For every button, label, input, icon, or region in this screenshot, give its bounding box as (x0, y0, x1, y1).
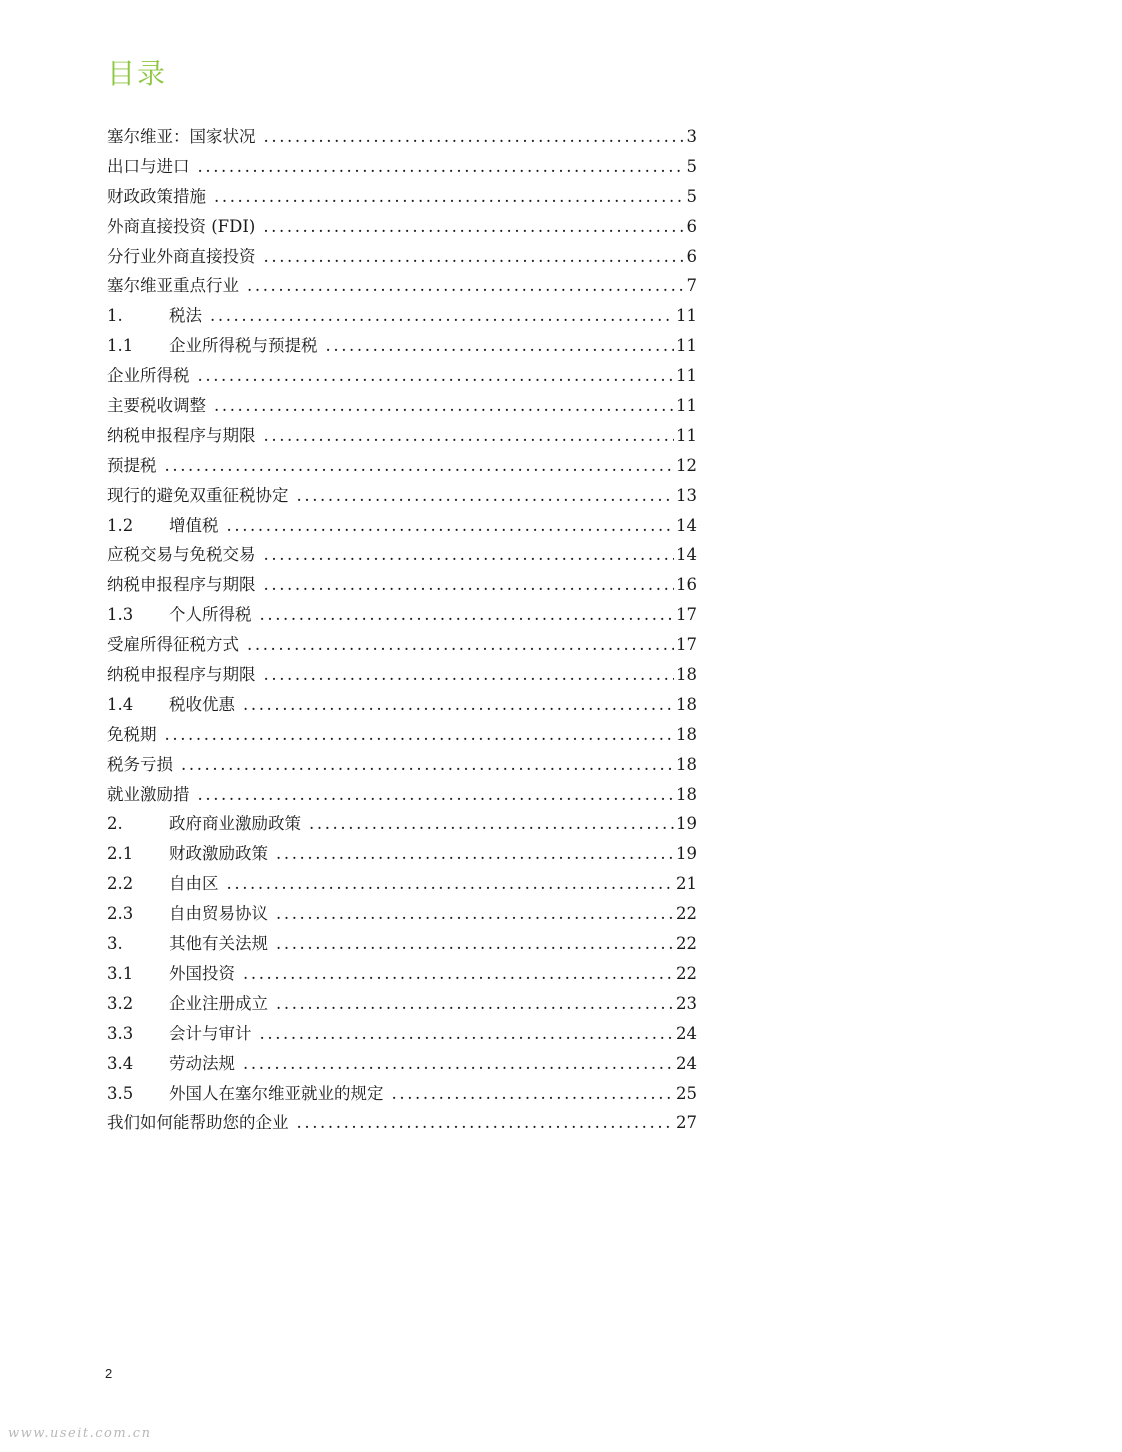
toc-entry-label: 免税期 (107, 724, 157, 744)
toc-entry[interactable] (107, 1019, 697, 1049)
toc-entry[interactable] (107, 869, 697, 899)
toc-entry[interactable] (107, 929, 697, 959)
dot-leader (227, 869, 675, 899)
toc-entry-page: 13 (676, 485, 697, 505)
toc-entry-label: 外国人在塞尔维亚就业的规定 (169, 1083, 384, 1103)
toc-entry[interactable] (107, 570, 697, 600)
dot-leader (264, 660, 675, 690)
toc-entry-page: 23 (676, 993, 697, 1013)
toc-entry-label: 企业所得税与预提税 (169, 336, 318, 356)
dot-leader (210, 301, 674, 331)
toc-entry-page: 19 (676, 814, 697, 834)
toc-entry-page: 14 (676, 545, 697, 565)
toc-entry[interactable] (107, 660, 697, 690)
toc-entry-label: 纳税申报程序与期限 (107, 425, 256, 445)
toc-entry[interactable] (107, 750, 697, 780)
toc-entry[interactable] (107, 540, 697, 570)
toc-entry-page: 21 (676, 874, 697, 894)
dot-leader (392, 1079, 675, 1109)
dot-leader (276, 899, 674, 929)
toc-entry-number: 1.4 (107, 694, 134, 714)
toc-entry-number: 2. (107, 814, 123, 834)
toc-entry-number: 1. (107, 306, 123, 326)
dot-leader (214, 391, 674, 421)
toc-entry-page: 18 (676, 784, 697, 804)
toc-entry[interactable] (107, 212, 697, 242)
dot-leader (198, 152, 685, 182)
toc-entry[interactable] (107, 122, 697, 152)
dot-leader (264, 122, 685, 152)
dot-leader (260, 1019, 675, 1049)
toc-entry-page: 11 (676, 336, 697, 356)
toc-entry-page: 5 (686, 186, 697, 206)
toc-entry-label: 企业所得税 (107, 366, 190, 386)
toc-entry-page: 19 (676, 844, 697, 864)
toc-entry[interactable] (107, 361, 697, 391)
toc-entry[interactable] (107, 511, 697, 541)
dot-leader (165, 720, 675, 750)
dot-leader (165, 451, 675, 481)
toc-entry[interactable] (107, 331, 697, 361)
toc-entry-page: 18 (676, 724, 697, 744)
toc-entry-label: 财政激励政策 (169, 844, 268, 864)
toc-entry[interactable] (107, 720, 697, 750)
toc-list (107, 122, 697, 1138)
toc-entry-label: 税收优惠 (169, 694, 235, 714)
toc-entry[interactable] (107, 1079, 697, 1109)
toc-entry-label: 出口与进口 (107, 156, 190, 176)
dot-leader (263, 212, 684, 242)
toc-entry-number: 3.3 (107, 1023, 134, 1043)
toc-entry-label: 预提税 (107, 455, 157, 475)
toc-entry-label: 税法 (169, 306, 202, 326)
toc-entry-label: 自由区 (169, 874, 219, 894)
toc-entry[interactable] (107, 182, 697, 212)
toc-entry-page: 17 (676, 605, 697, 625)
toc-entry-page: 5 (686, 156, 697, 176)
toc-entry-label: 塞尔维亚：国家状况 (107, 127, 256, 146)
toc-entry[interactable] (107, 959, 697, 989)
toc-entry-label: 我们如何能帮助您的企业 (107, 1113, 289, 1133)
toc-entry-number: 3.2 (107, 993, 134, 1013)
toc-entry-page: 6 (686, 216, 697, 236)
toc-entry-page: 16 (676, 575, 697, 595)
toc-entry-label: 增值税 (169, 515, 219, 535)
toc-entry-number: 3.5 (107, 1083, 134, 1103)
toc-entry-page: 11 (676, 425, 697, 445)
toc-entry[interactable] (107, 1049, 697, 1079)
toc-entry[interactable] (107, 780, 697, 810)
toc-entry-label: 企业注册成立 (169, 993, 268, 1013)
toc-entry[interactable] (107, 809, 697, 839)
toc-entry-number: 3.4 (107, 1053, 134, 1073)
toc-entry-page: 27 (676, 1113, 697, 1133)
dot-leader (264, 570, 675, 600)
toc-entry-label: 政府商业激励政策 (169, 814, 301, 834)
toc-entry-page: 18 (676, 754, 697, 774)
dot-leader (297, 1108, 675, 1138)
toc-entry[interactable] (107, 421, 697, 451)
toc-entry-label: 劳动法规 (169, 1053, 235, 1073)
toc-entry-number: 2.3 (107, 904, 134, 924)
toc-entry-label: 现行的避免双重征税协定 (107, 485, 289, 505)
toc-entry-page: 11 (676, 366, 697, 386)
toc-entry-page: 3 (686, 127, 697, 146)
toc-entry-label: 分行业外商直接投资 (107, 246, 256, 266)
toc-entry-page: 24 (676, 1023, 697, 1043)
toc-entry[interactable] (107, 451, 697, 481)
toc-entry-label: 个人所得税 (169, 605, 252, 625)
toc-entry[interactable] (107, 481, 697, 511)
page-number: 2 (105, 1366, 113, 1381)
toc-entry-label: 税务亏损 (107, 754, 173, 774)
dot-leader (243, 959, 674, 989)
toc-entry-number: 1.3 (107, 605, 134, 625)
toc-entry-page: 17 (676, 635, 697, 655)
toc-entry-label: 主要税收调整 (107, 396, 206, 416)
toc-entry[interactable] (107, 989, 697, 1019)
toc-entry-label: 自由贸易协议 (169, 904, 268, 924)
toc-entry-label: 会计与审计 (169, 1023, 252, 1043)
dot-leader (227, 511, 675, 541)
toc-entry[interactable] (107, 690, 697, 720)
toc-entry-label: 塞尔维亚重点行业 (107, 276, 239, 296)
toc-entry-page: 12 (676, 455, 697, 475)
toc-entry-label: 外国投资 (169, 963, 235, 983)
toc-entry[interactable] (107, 899, 697, 929)
dot-leader (260, 600, 675, 630)
toc-entry[interactable] (107, 600, 697, 630)
toc-entry[interactable] (107, 242, 697, 272)
toc-entry[interactable] (107, 271, 697, 301)
dot-leader (247, 271, 685, 301)
toc-entry[interactable] (107, 839, 697, 869)
toc-entry-page: 22 (676, 904, 697, 924)
dot-leader (198, 361, 675, 391)
dot-leader (214, 182, 685, 212)
toc-entry-page: 24 (676, 1053, 697, 1073)
toc-entry-number: 3.1 (107, 963, 134, 983)
dot-leader (264, 421, 675, 451)
toc-entry[interactable] (107, 391, 697, 421)
dot-leader (276, 839, 674, 869)
toc-entry-number: 1.2 (107, 515, 134, 535)
dot-leader (276, 989, 674, 1019)
toc-entry-page: 11 (676, 396, 697, 416)
toc-entry-label: 受雇所得征税方式 (107, 635, 239, 655)
toc-entry-page: 7 (686, 276, 697, 296)
toc-entry-label: 财政政策措施 (107, 186, 206, 206)
toc-entry-number: 2.1 (107, 844, 134, 864)
dot-leader (326, 331, 675, 361)
toc-title: 目录 (107, 57, 168, 90)
toc-entry-label: 就业激励措 (107, 784, 190, 804)
dot-leader (276, 929, 674, 959)
toc-entry-page: 18 (676, 665, 697, 685)
toc-entry-number: 1.1 (107, 336, 134, 356)
dot-leader (264, 540, 675, 570)
dot-leader (243, 690, 674, 720)
dot-leader (198, 780, 675, 810)
toc-entry[interactable] (107, 152, 697, 182)
toc-entry[interactable] (107, 301, 697, 331)
watermark: www.useit.com.cn (8, 1426, 152, 1441)
toc-entry[interactable] (107, 630, 697, 660)
toc-entry-page: 11 (676, 306, 697, 326)
toc-entry-page: 22 (676, 963, 697, 983)
toc-entry-label: 其他有关法规 (169, 934, 268, 954)
dot-leader (181, 750, 674, 780)
dot-leader (247, 630, 674, 660)
toc-entry-label: 外商直接投资 (FDI) (107, 216, 256, 236)
toc-entry[interactable] (107, 1108, 697, 1138)
toc-entry-page: 18 (676, 694, 697, 714)
toc-entry-number: 3. (107, 934, 123, 954)
dot-leader (309, 809, 674, 839)
toc-entry-page: 25 (676, 1083, 697, 1103)
toc-entry-page: 14 (676, 515, 697, 535)
toc-entry-page: 22 (676, 934, 697, 954)
toc-entry-label: 纳税申报程序与期限 (107, 665, 256, 685)
dot-leader (243, 1049, 674, 1079)
toc-entry-number: 2.2 (107, 874, 134, 894)
dot-leader (297, 481, 675, 511)
toc-entry-label: 纳税申报程序与期限 (107, 575, 256, 595)
toc-entry-page: 6 (686, 246, 697, 266)
toc-entry-label: 应税交易与免税交易 (107, 545, 256, 565)
dot-leader (264, 242, 685, 272)
